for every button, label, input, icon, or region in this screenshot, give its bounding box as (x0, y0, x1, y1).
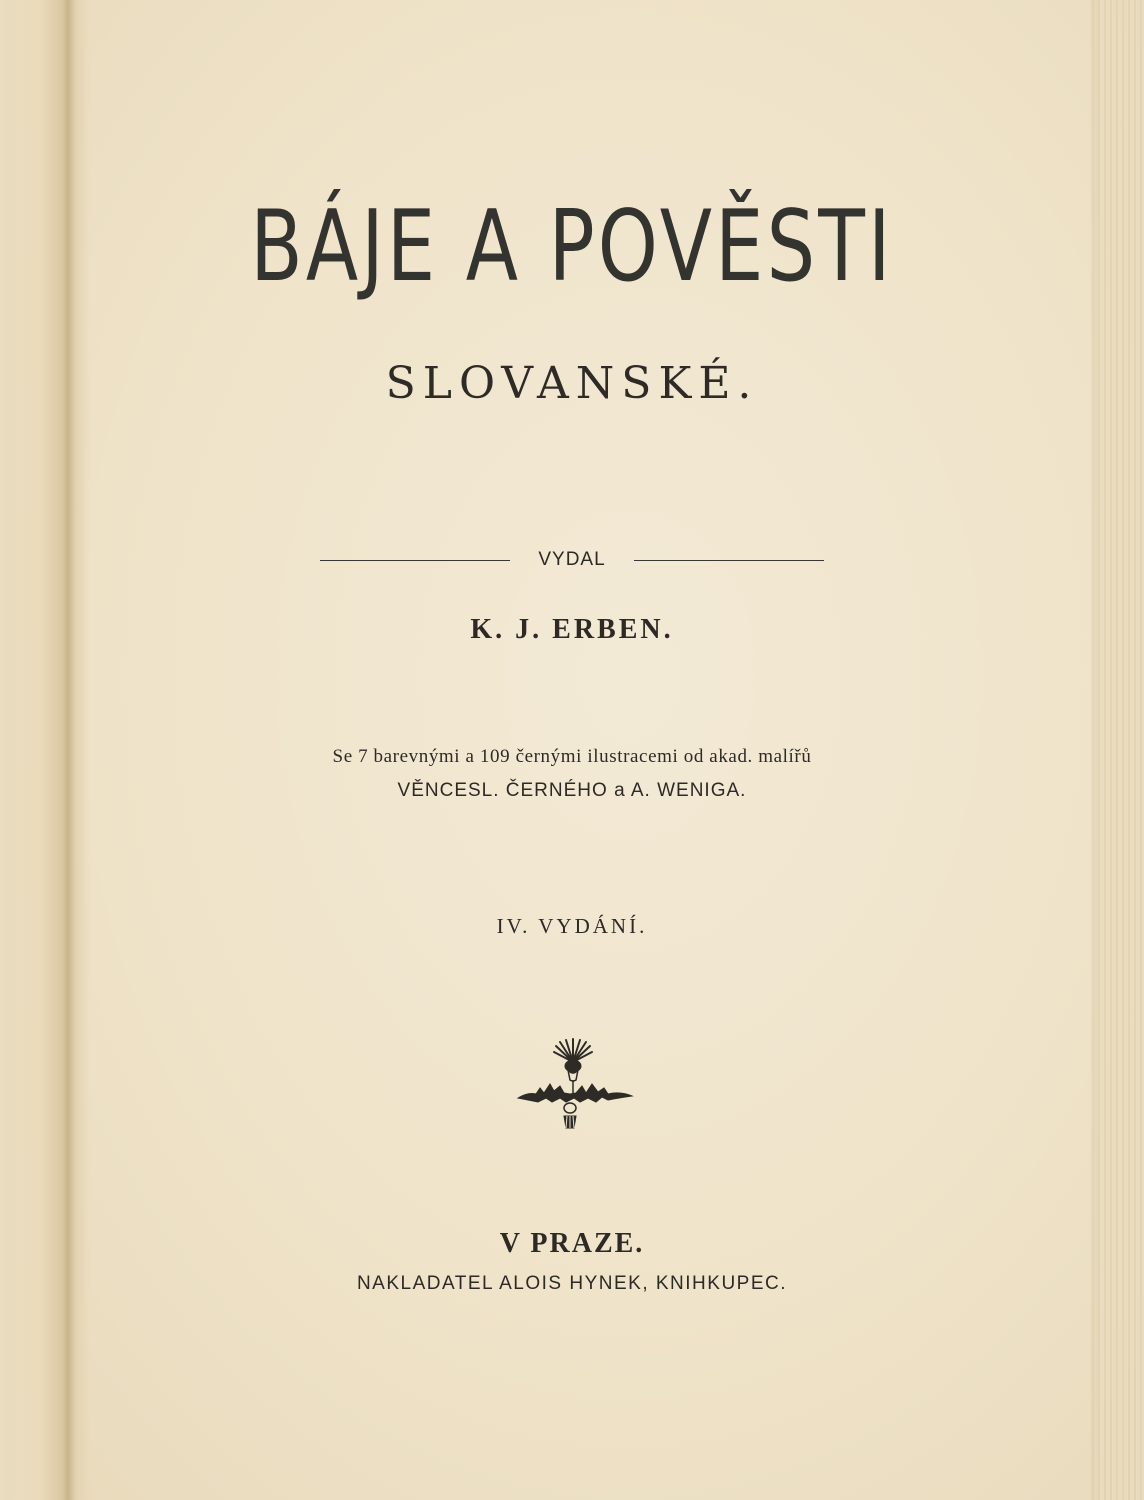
illustrators-names: VĚNCESL. ČERNÉHO a A. WENIGA. (397, 780, 747, 801)
edited-by-row (0, 548, 1144, 572)
divider-right (634, 560, 824, 561)
book-subtitle: SLOVANSKÉ. (385, 358, 759, 409)
author-name: K. J. ERBEN. (470, 614, 674, 645)
thistle-ornament-icon (508, 1036, 638, 1136)
publication-place: V PRAZE. (499, 1228, 645, 1259)
edition-label: IV. VYDÁNÍ. (496, 914, 648, 938)
publisher-line: NAKLADATEL ALOIS HYNEK, KNIHKUPEC. (356, 1273, 788, 1294)
edited-by-label: VYDAL (538, 549, 606, 570)
illustrations-note: Se 7 barevnými a 109 černými ilustracemi od akad. malířů (332, 746, 812, 767)
book-title: BÁJE A POVĚSTI (250, 190, 894, 304)
